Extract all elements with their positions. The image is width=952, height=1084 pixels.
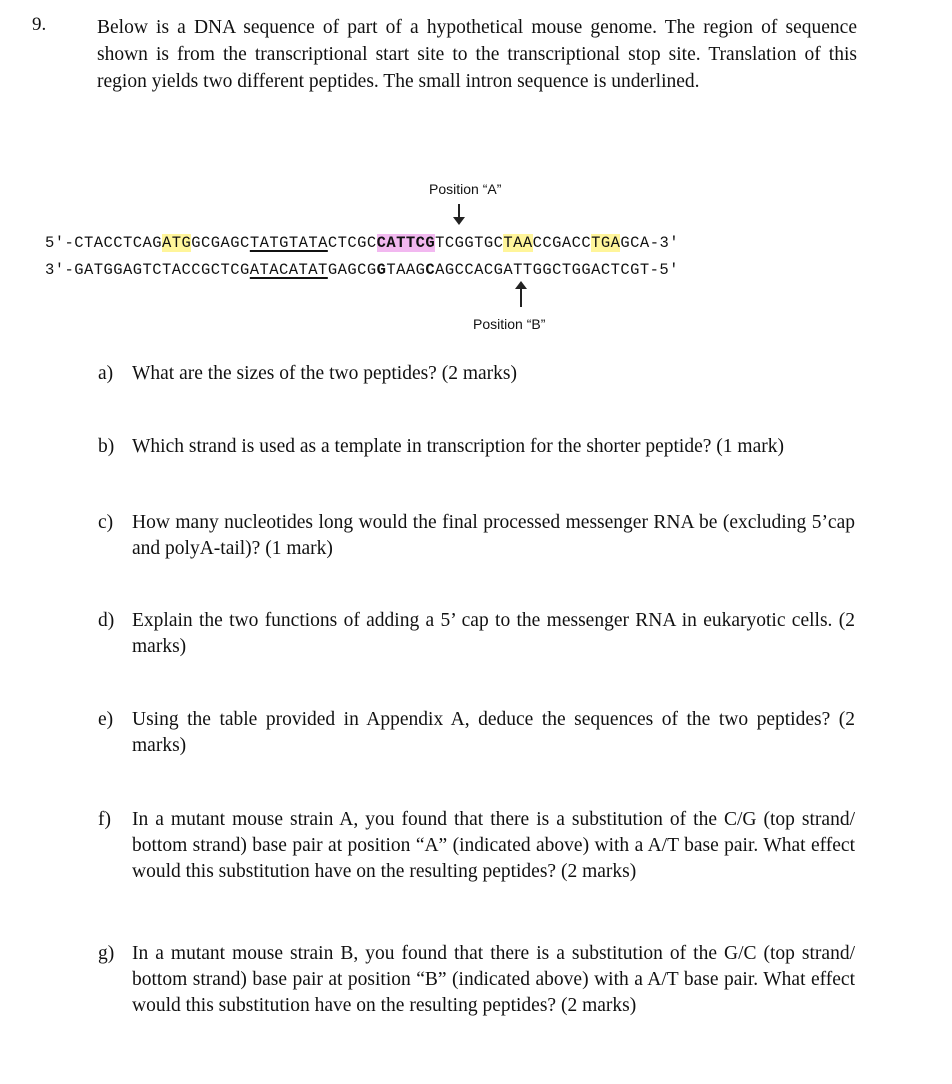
- intron-top: TATGTATA: [249, 234, 328, 252]
- top-strand-prefix: 5'-: [45, 234, 75, 252]
- subquestion-label: c): [98, 512, 114, 533]
- subquestion-label: d): [98, 610, 115, 631]
- top-seq-segment: CCGACC: [532, 234, 592, 252]
- subquestion-b: [98, 434, 855, 460]
- subquestion-text: Explain the two functions of adding a 5’ cap to the messenger RNA in eukaryotic cells. (2 marks): [132, 610, 855, 657]
- subquestion-label: g): [98, 943, 115, 964]
- subquestion-c: [98, 510, 855, 562]
- intron-bottom: ATACATAT: [249, 261, 328, 279]
- bottom-seq-bold: G: [376, 261, 387, 279]
- subquestion-text: Using the table provided in Appendix A, deduce the sequences of the two peptides? (2 marks): [132, 709, 855, 756]
- subquestion-label: b): [98, 436, 115, 457]
- position-b-label: Position “B”: [473, 316, 546, 332]
- subquestion-label: a): [98, 363, 114, 384]
- stop-codon-taa: TAA: [503, 234, 533, 252]
- subquestion-a: [98, 361, 855, 387]
- position-b-arrowhead-icon: [515, 281, 527, 289]
- bottom-strand-suffix: -5': [649, 261, 679, 279]
- bottom-strand-prefix: 3'-: [45, 261, 75, 279]
- question-number: 9.: [32, 14, 47, 35]
- subquestion-d: [98, 608, 855, 660]
- start-codon: ATG: [162, 234, 192, 252]
- subquestion-text: In a mutant mouse strain B, you found that there is a substitution of the G/C (top strand/ bottom strand) base pair at position “B” (indicated above) with a A/T base pair. What effect would this substitution have on the resulting peptides? (2 marks): [132, 943, 855, 1016]
- bottom-strand-sequence: [45, 261, 679, 279]
- position-b-arrow-icon: [520, 289, 522, 307]
- cattcg-highlight: CATTCG: [376, 234, 436, 252]
- top-seq-segment: GCA: [620, 234, 650, 252]
- subquestion-label: e): [98, 709, 114, 730]
- bottom-seq-segment: GAGCG: [327, 261, 377, 279]
- bottom-seq-segment: GATGGAGTCTACCGCTCG: [74, 261, 250, 279]
- top-strand-sequence: [45, 234, 679, 252]
- position-a-label: Position “A”: [429, 181, 502, 197]
- subquestion-text: How many nucleotides long would the final processed messenger RNA be (excluding 5’cap and polyA-tail)? (1 mark): [132, 512, 855, 559]
- subquestion-text: Which strand is used as a template in transcription for the shorter peptide? (1 mark): [132, 436, 784, 457]
- subquestion-e: [98, 707, 855, 759]
- top-seq-segment: TCGGTGC: [435, 234, 504, 252]
- top-strand-suffix: -3': [649, 234, 679, 252]
- subquestion-text: What are the sizes of the two peptides? (2 marks): [132, 363, 517, 384]
- subquestion-text: In a mutant mouse strain A, you found that there is a substitution of the C/G (top strand/ bottom strand) base pair at position “A” (indicated above) with a A/T base pair. What effect would this substitution have on the resulting peptides? (2 marks): [132, 809, 855, 882]
- question-intro: Below is a DNA sequence of part of a hypothetical mouse genome. The region of sequence shown is from the transcriptional start site to the transcriptional stop site. Translation of this region yields two different peptides. The small intron sequence is underlined.: [97, 17, 857, 92]
- bottom-seq-segment: AGCCACGATTGGCTGGACTCGT: [435, 261, 650, 279]
- top-seq-segment: GCGAGC: [191, 234, 250, 252]
- position-a-arrowhead-icon: [453, 217, 465, 225]
- bottom-seq-segment: TAAG: [386, 261, 426, 279]
- subquestion-label: f): [98, 809, 111, 830]
- top-seq-segment: CTACCTCAG: [74, 234, 163, 252]
- stop-codon-tga: TGA: [591, 234, 621, 252]
- position-b-base: C: [425, 261, 436, 279]
- subquestion-f: [98, 807, 855, 885]
- top-seq-segment: CTCGC: [327, 234, 377, 252]
- subquestion-g: [98, 941, 855, 1019]
